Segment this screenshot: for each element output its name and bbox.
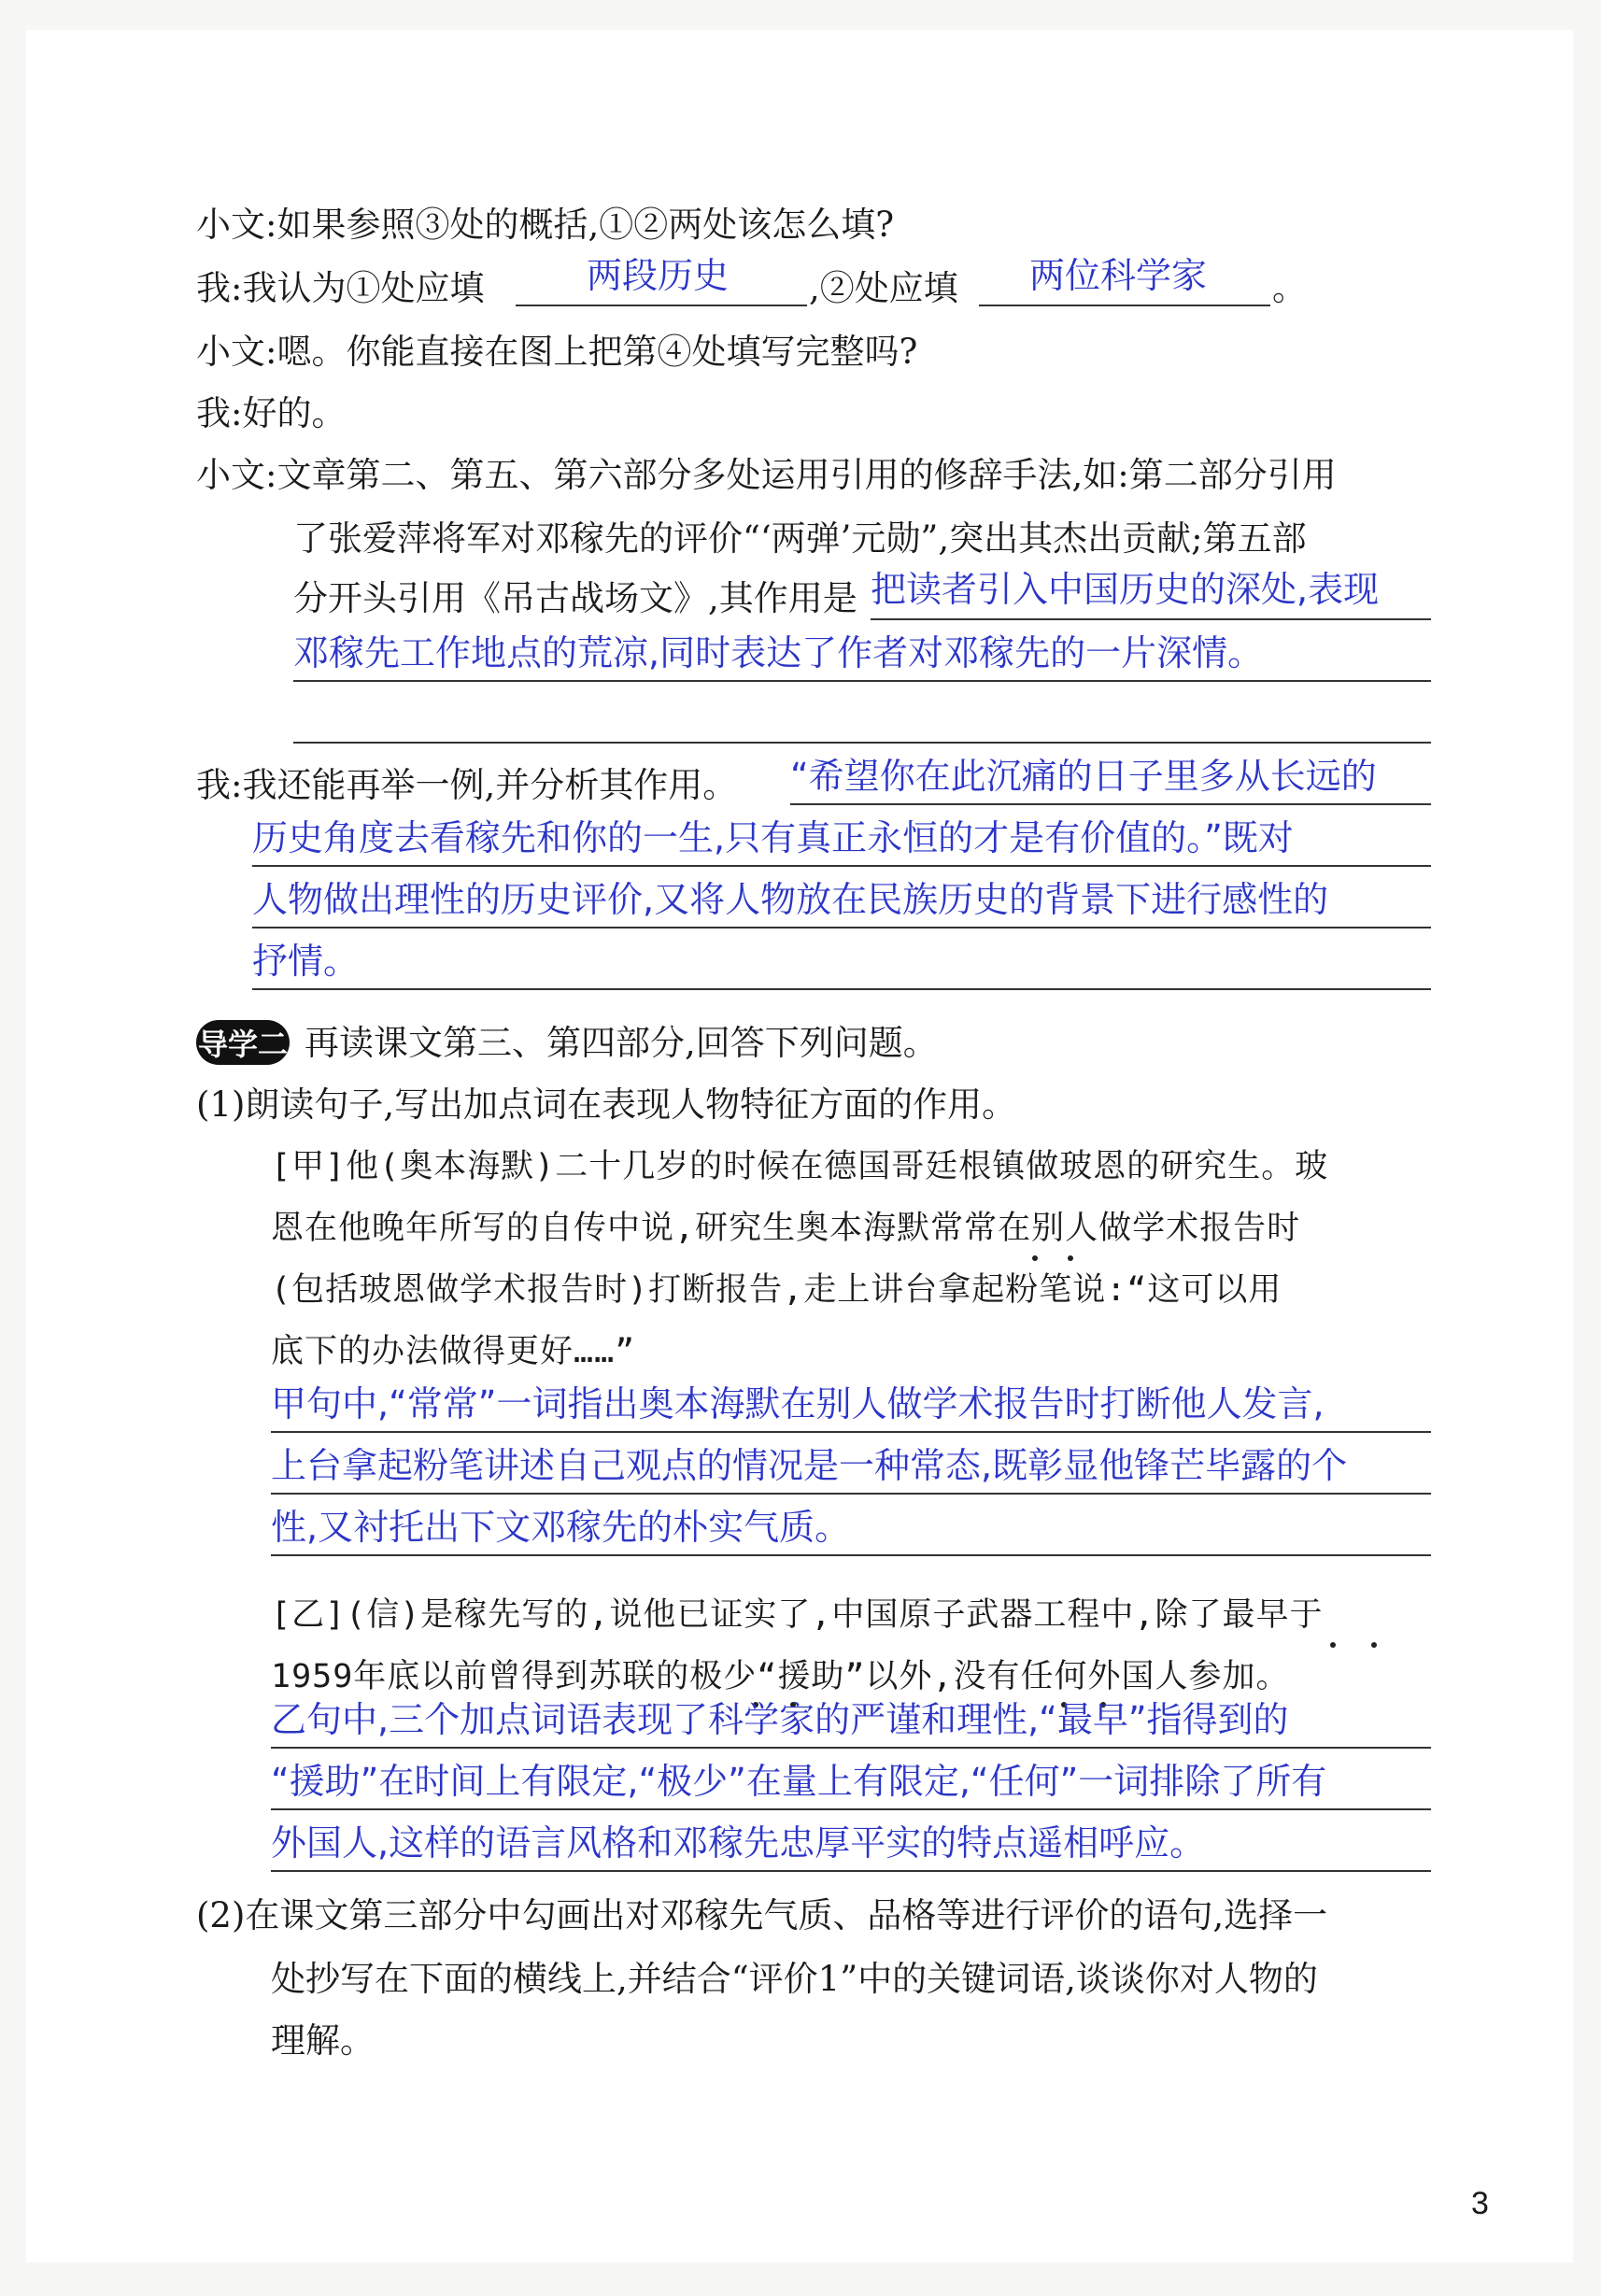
blank-2-underline: [979, 305, 1270, 306]
answer-underline-7: [252, 988, 1431, 990]
dialogue-line-7: 分开头引用《吊古战场文》,其作用是: [293, 578, 857, 618]
answer-line-5: 人物做出理性的历史评价,又将人物放在民族历史的背景下进行感性的: [252, 879, 1329, 920]
quote-yi-line-1: [乙](信)是稼先写的,说他已证实了,中国原子武器工程中,除了最早于: [271, 1596, 1324, 1634]
answer-underline-6: [252, 927, 1431, 928]
answer-underline-2: [293, 680, 1431, 682]
answer-jia-line-3: 性,又衬托出下文邓稼先的朴实气质。: [271, 1507, 851, 1548]
answer-line-2: 邓稼先工作地点的荒凉,同时表达了作者对邓稼先的一片深情。: [293, 632, 1264, 673]
quote-yi-line-2: 1959年底以前曾得到苏联的极少“援助”以外,没有任何外国人参加。: [271, 1658, 1290, 1695]
emphasis-dot: [1032, 1255, 1038, 1261]
answer-blank-1: 两段历史: [587, 255, 730, 296]
answer-yi-line-1: 乙句中,三个加点词语表现了科学家的严谨和理性,“最早”指得到的: [271, 1699, 1289, 1740]
answer-jia-line-2: 上台拿起粉笔讲述自己观点的情况是一种常态,既彰显他锋芒毕露的个: [271, 1445, 1348, 1486]
dialogue-line-3: 小文:嗯。你能直接在图上把第④处填写完整吗?: [196, 332, 918, 372]
emphasis-dot: [1068, 1255, 1073, 1261]
dialogue-line-5: 小文:文章第二、第五、第六部分多处运用引用的修辞手法,如:第二部分引用: [196, 455, 1337, 495]
page-number: 3: [1471, 2186, 1489, 2221]
quote-jia-line-3: (包括玻恩做学术报告时)打断报告,走上讲台拿起粉笔说:“这可以用: [271, 1271, 1282, 1309]
answer-line-3: “希望你在此沉痛的日子里多从长远的: [790, 756, 1377, 797]
dialogue-line-4: 我:好的。: [196, 393, 347, 433]
answer-line-6: 抒情。: [252, 941, 360, 982]
answer-yi-underline-1: [271, 1747, 1431, 1749]
answer-yi-line-2: “援助”在时间上有限定,“极少”在量上有限定,“任何”一词排除了所有: [271, 1761, 1327, 1802]
dialogue-line-2-end: 。: [1272, 268, 1307, 308]
quote-jia-line-4: 底下的办法做得更好……”: [271, 1333, 636, 1370]
section-badge: 导学二: [196, 1020, 290, 1065]
answer-yi-underline-2: [271, 1808, 1431, 1810]
question-2-line-1: (2)在课文第三部分中勾画出对邓稼先气质、品格等进行评价的语句,选择一: [196, 1895, 1328, 1935]
answer-blank-2: 两位科学家: [1029, 255, 1208, 296]
answer-underline-5: [252, 865, 1431, 867]
quote-jia-line-1: [甲]他(奥本海默)二十几岁的时候在德国哥廷根镇做玻恩的研究生。玻: [271, 1148, 1329, 1185]
answer-jia-underline-2: [271, 1493, 1431, 1495]
question-2-line-2: 处抄写在下面的横线上,并结合“评价1”中的关键词语,谈谈你对人物的: [271, 1959, 1318, 1999]
dialogue-line-1: 小文:如果参照③处的概括,①②两处该怎么填?: [196, 205, 895, 245]
answer-yi-line-3: 外国人,这样的语言风格和邓稼先忠厚平实的特点遥相呼应。: [271, 1822, 1206, 1864]
answer-yi-underline-3: [271, 1870, 1431, 1872]
answer-underline-1: [871, 618, 1431, 620]
answer-line-1: 把读者引入中国历史的深处,表现: [871, 569, 1380, 610]
answer-jia-underline-1: [271, 1431, 1431, 1433]
dialogue-line-2-start: 我:我认为①处应填: [196, 268, 485, 308]
answer-jia-underline-3: [271, 1554, 1431, 1556]
answer-underline-3: [293, 742, 1431, 744]
answer-underline-4: [790, 803, 1431, 805]
dialogue-line-2-mid: ,②处应填: [809, 268, 958, 308]
dialogue-line-6: 了张爱萍将军对邓稼先的评价“‘两弹’元勋”,突出其杰出贡献;第五部: [293, 518, 1307, 559]
quote-jia-line-2: 恩在他晚年所写的自传中说,研究生奥本海默常常在别人做学术报告时: [271, 1210, 1301, 1247]
emphasis-dot: [1371, 1642, 1377, 1648]
question-1: (1)朗读句子,写出加点词在表现人物特征方面的作用。: [196, 1084, 1017, 1125]
question-2-line-3: 理解。: [271, 2020, 375, 2061]
dialogue-line-8: 我:我还能再举一例,并分析其作用。: [196, 765, 738, 805]
section-title: 再读课文第三、第四部分,回答下列问题。: [305, 1023, 938, 1063]
blank-1-underline: [516, 305, 807, 306]
answer-line-4: 历史角度去看稼先和你的一生,只有真正永恒的才是有价值的。”既对: [252, 817, 1294, 858]
answer-jia-line-1: 甲句中,“常常”一词指出奥本海默在别人做学术报告时打断他人发言,: [271, 1383, 1325, 1424]
emphasis-dot: [1330, 1642, 1336, 1648]
